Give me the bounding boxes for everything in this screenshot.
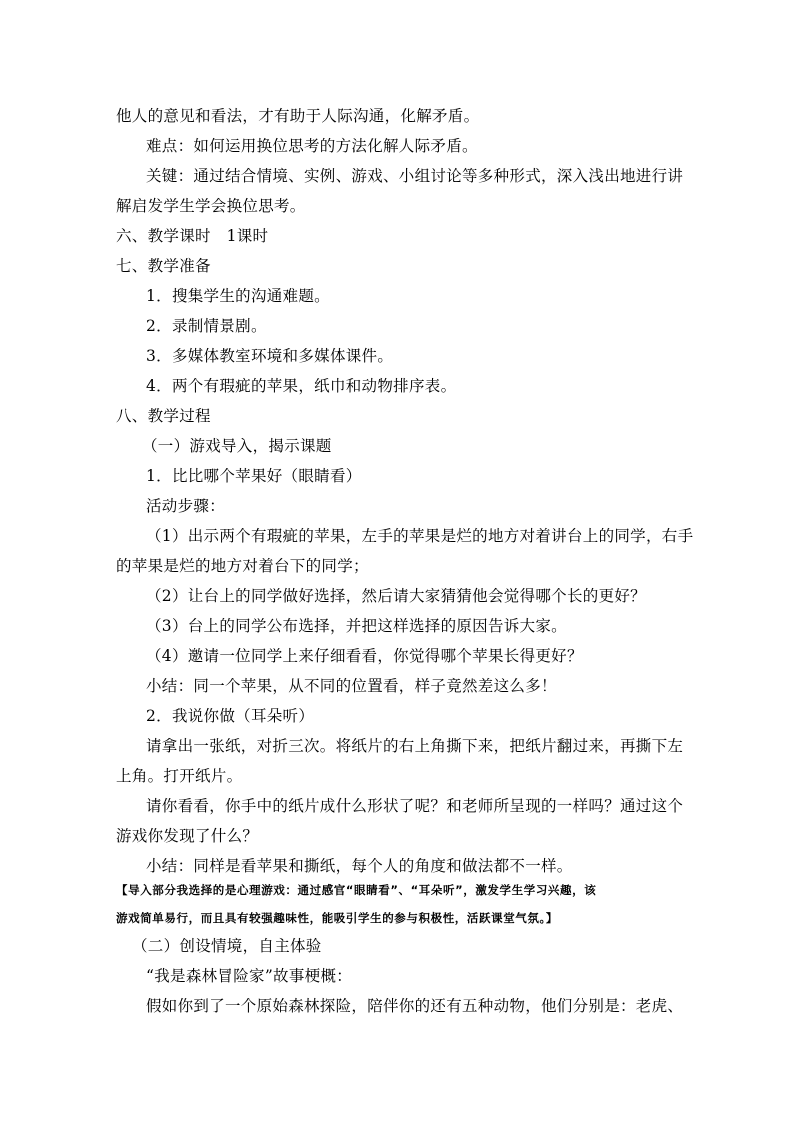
note-line: 游戏简单易行，而且具有较强趣味性，能吸引学生的参与积极性，活跃课堂气氛。】 [116, 911, 558, 925]
text-line: 请你看看，你手中的纸片成什么形状了呢？和老师所呈现的一样吗？通过这个 [146, 797, 684, 815]
list-item: 1．搜集学生的沟通难题。 [146, 287, 330, 305]
text-line: 1．比比哪个苹果好（眼睛看） [146, 467, 362, 485]
text-line: 难点：如何运用换位思考的方法化解人际矛盾。 [146, 137, 478, 155]
text-line: 解启发学生学会换位思考。 [116, 197, 306, 215]
subsection-heading: （一）游戏导入，揭示课题 [142, 437, 332, 455]
text-line: （1）出示两个有瑕疵的苹果，左手的苹果是烂的地方对着讲台上的同学，右手 [146, 527, 694, 545]
section-heading: 七、教学准备 [116, 257, 211, 275]
text-line: 他人的意见和看法，才有助于人际沟通，化解矛盾。 [116, 107, 480, 125]
text-line: （3）台上的同学公布选择，并把这样选择的原因告诉大家。 [146, 617, 567, 635]
text-line: 关键：通过结合情境、实例、游戏、小组讨论等多种形式，深入浅出地进行讲 [146, 167, 684, 185]
text-line: 小结：同样是看苹果和撕纸，每个人的角度和做法都不一样。 [146, 857, 573, 875]
text-line: 2．我说你做（耳朵听） [146, 707, 315, 725]
text-line: 假如你到了一个原始森林探险，陪伴你的还有五种动物，他们分别是：老虎、 [146, 997, 684, 1015]
text-line: 的苹果是烂的地方对着台下的同学； [116, 557, 369, 575]
list-item: 3．多媒体教室环境和多媒体课件。 [146, 347, 394, 365]
text-line: 请拿出一张纸，对折三次。将纸片的右上角撕下来，把纸片翻过来，再撕下左 [146, 737, 684, 755]
text-line: 上角。打开纸片。 [116, 767, 243, 785]
subsection-heading: （二）创设情境，自主体验 [132, 937, 322, 955]
note-line: 【导入部分我选择的是心理游戏：通过感官“眼睛看”、“耳朵听”，激发学生学习兴趣，该 [116, 883, 597, 897]
text-line: 活动步骤： [146, 497, 226, 515]
section-heading: 八、教学过程 [116, 407, 211, 425]
text-line: （2）让台上的同学做好选择，然后请大家猜猜他会觉得哪个长的更好？ [146, 587, 646, 605]
section-heading: 六、教学课时 1课时 [116, 227, 269, 245]
list-item: 4．两个有瑕疵的苹果，纸巾和动物排序表。 [146, 377, 457, 395]
text-line: 小结：同一个苹果，从不同的位置看，样子竟然差这么多！ [146, 677, 557, 695]
text-line: （4）邀请一位同学上来仔细看看，你觉得哪个苹果长得更好？ [146, 647, 583, 665]
text-line: 游戏你发现了什么？ [116, 827, 259, 845]
list-item: 2．录制情景剧。 [146, 317, 267, 335]
text-line: “我是森林冒险家”故事梗概： [146, 967, 353, 985]
